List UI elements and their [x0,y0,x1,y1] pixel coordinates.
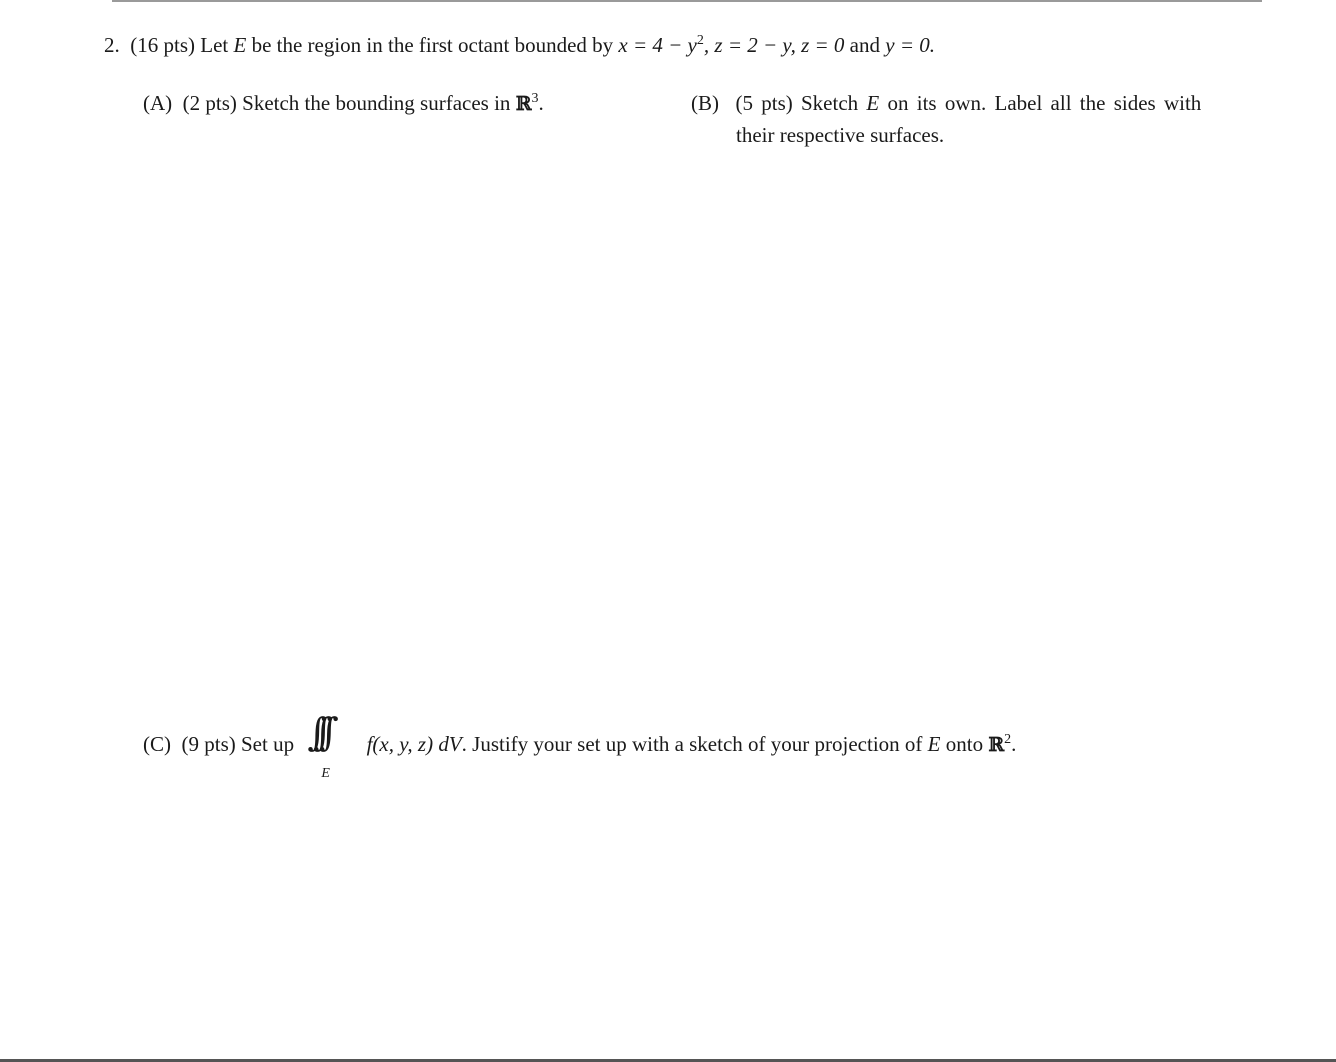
part-c-end: . [1011,732,1017,756]
part-c-points: (9 pts) [181,732,236,756]
part-a-text: Sketch the bounding surfaces in [242,91,511,115]
part-c-label: (C) [143,732,171,756]
integrand: f(x, y, z) dV [366,732,462,756]
top-rule [112,0,1262,2]
integral-subscript: E [321,766,330,781]
part-b-text1: Sketch [801,91,859,115]
part-c-text1: Set up [241,732,295,756]
part-b [691,93,1201,114]
problem-text: be the region in the first octant bounded by [251,33,614,57]
part-a [143,93,544,114]
eq1-exponent: 2 [696,33,704,48]
problem-points: (16 pts) [130,33,195,57]
part-b-label: (B) [691,91,719,115]
part-a-end: . [538,91,544,115]
part-a-exponent: 3 [531,91,539,106]
part-c [143,710,1017,781]
part-a-points: (2 pts) [182,91,237,115]
part-c-text2: . Justify your set up with a sketch of your projection of [461,732,923,756]
triple-integral [305,710,357,781]
eq1-rhs: = 4 − y [632,33,697,57]
part-b-points: (5 pts) [735,91,793,115]
eq1-lhs: x [618,33,628,57]
real-space-symbol: ℝ [515,93,532,115]
part-c-text3: onto [945,732,984,756]
problem-number: 2. [104,33,120,57]
eq3: y = 0. [885,33,935,57]
eq2: , z = 2 − y, z = 0 [703,33,845,57]
part-b-line2: their respective surfaces. [736,123,945,147]
part-a-label: (A) [143,91,173,115]
and-word: and [849,33,880,57]
plane-symbol: ℝ [988,734,1005,756]
part-b-text2: on its own. Label all the sides with [887,91,1202,115]
part-c-region: E [927,732,941,756]
triple-integral-sign: ∫∫∫ [307,710,325,754]
region-symbol: E [233,33,247,57]
part-b-region: E [866,91,880,115]
problem-statement [104,35,935,56]
part-c-exponent: 2 [1004,732,1012,747]
problem-intro: Let [200,33,229,57]
